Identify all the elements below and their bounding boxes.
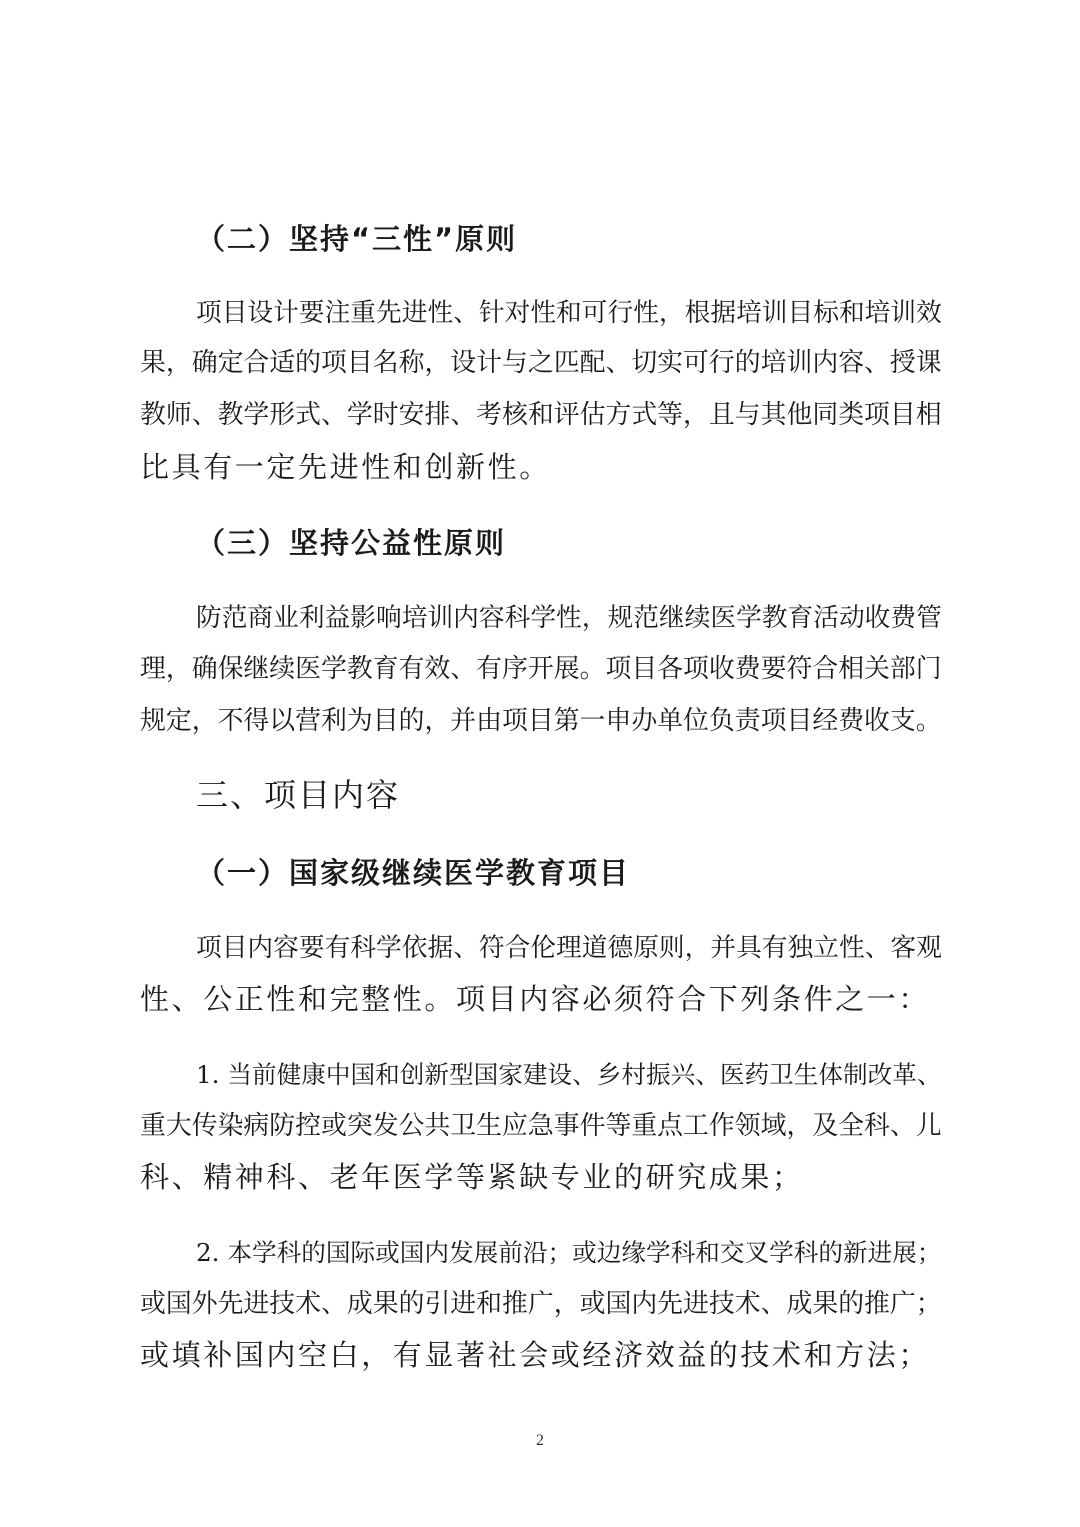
paragraph-line: 果，确定合适的项目名称，设计与之匹配、切实可行的培训内容、授课 [140,348,942,378]
paragraph-line: 教师、教学形式、学时安排、考核和评估方式等，且与其他同类项目相 [140,400,942,430]
paragraph-line: 项目内容要有科学依据、符合伦理道德原则，并具有独立性、客观 [196,933,942,963]
list-item-2-line: 或填补国内空白，有显著社会或经济效益的技术和方法； [140,1338,931,1372]
chapter-heading-3: 三、项目内容 [196,776,401,814]
list-item-1-line: 科、精神科、老年医学等紧缺专业的研究成果； [140,1160,804,1194]
subsection-heading-1: （一）国家级继续医学教育项目 [196,856,631,890]
paragraph-line: 规定，不得以营利为目的，并由项目第一申办单位负责项目经费收支。 [140,706,942,736]
paragraph-line: 性、公正性和完整性。项目内容必须符合下列条件之一： [140,982,931,1016]
paragraph-line: 理，确保继续医学教育有效、有序开展。项目各项收费要符合相关部门 [140,654,942,684]
list-item-2-line: 或国外先进技术、成果的引进和推广，或国内先进技术、成果的推广； [140,1289,942,1319]
paragraph-line: 项目设计要注重先进性、针对性和可行性，根据培训目标和培训效 [196,298,942,328]
section-heading-3: （三）坚持公益性原则 [196,526,507,560]
paragraph-line: 防范商业利益影响培训内容科学性，规范继续医学教育活动收费管 [196,603,942,633]
list-item-1-line: 1. 当前健康中国和创新型国家建设、乡村振兴、医药卫生体制改革、 [196,1060,942,1089]
section-heading-2: （二）坚持“三性”原则 [196,222,518,256]
list-item-2-line: 2. 本学科的国际或国内发展前沿；或边缘学科和交叉学科的新进展； [196,1238,942,1267]
paragraph-line: 比具有一定先进性和创新性。 [140,450,551,484]
list-item-1-line: 重大传染病防控或突发公共卫生应急事件等重点工作领域，及全科、儿 [140,1111,942,1141]
page-number: 2 [536,1432,544,1449]
